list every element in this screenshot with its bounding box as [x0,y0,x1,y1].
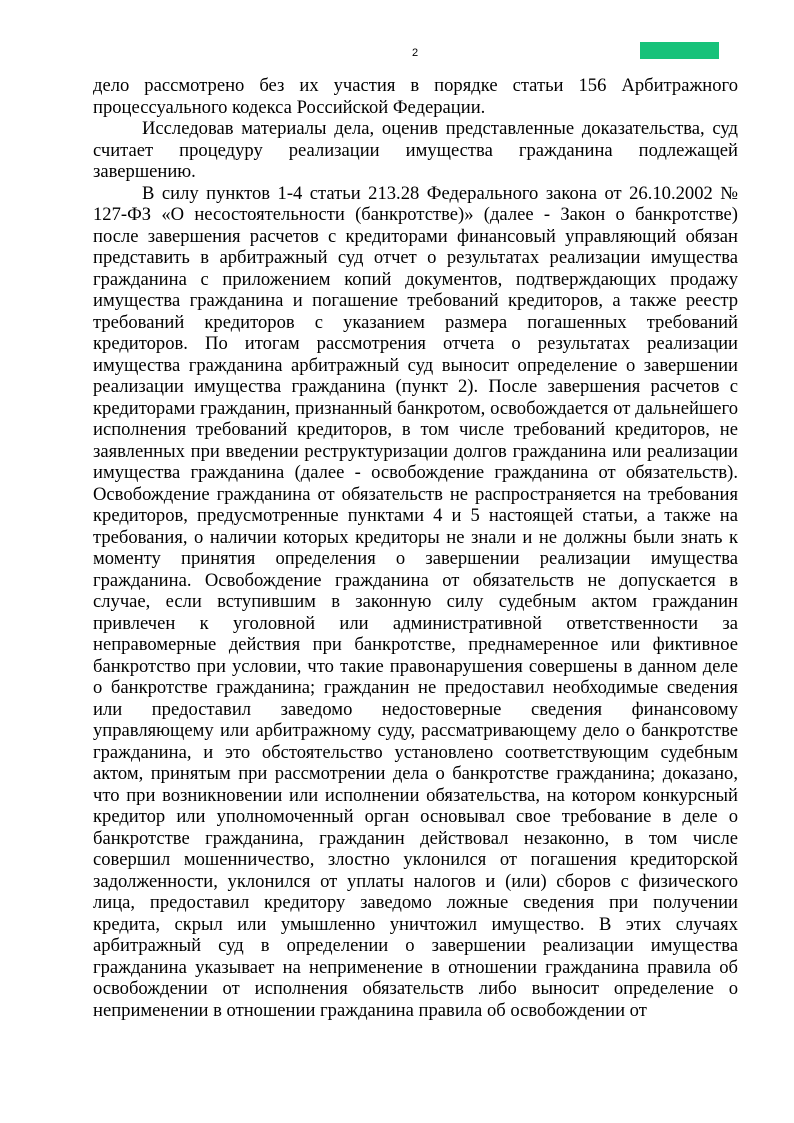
paragraph-continuation: дело рассмотрено без их участия в порядке статьи 156 Арбитражного процессуального кодекса Российской Федерации. [93,75,738,118]
page-number: 2 [411,47,419,59]
paragraph-court-assessment: Исследовав материалы дела, оценив представленные доказательства, суд считает процедуру реализации имущества гражданина подлежащей завершению. [93,118,738,182]
document-body [93,75,738,1021]
green-marker-bar [640,42,719,59]
paragraph-law-citation: В силу пунктов 1-4 статьи 213.28 Федерального закона от 26.10.2002 № 127-ФЗ «О несостоятельности (банкротстве)» (далее - Закон о банкротстве) после завершения расчетов с кредиторами финансовый управляющий обязан представить в арбитражный суд отчет о результатах реализации имущества гражданина с приложением копий документов, подтверждающих продажу имущества гражданина и погашение требований кредиторов, а также реестр требований кредиторов с указанием размера погашенных требований кредиторов. По итогам рассмотрения отчета о результатах реализации имущества гражданина арбитражный суд выносит определение о завершении реализации имущества гражданина (пункт 2). После завершения расчетов с кредиторами гражданин, признанный банкротом, освобождается от дальнейшего исполнения требований кредиторов, в том числе требований кредиторов, не заявленных при введении реструктуризации долгов гражданина или реализации имущества гражданина (далее - освобождение гражданина от обязательств). Освобождение гражданина от обязательств не распространяется на требования кредиторов, предусмотренные пунктами 4 и 5 настоящей статьи, а также на требования, о наличии которых кредиторы не знали и не должны были знать к моменту принятия определения о завершении реализации имущества гражданина. Освобождение гражданина от обязательств не допускается в случае, если вступившим в законную силу судебным актом гражданин привлечен к уголовной или административной ответственности за неправомерные действия при банкротстве, преднамеренное или фиктивное банкротство при условии, что такие правонарушения совершены в данном деле о банкротстве гражданина; гражданин не предоставил необходимые сведения или предоставил заведомо недостоверные сведения финансовому управляющему или арбитражному суду, рассматривающему дело о банкротстве гражданина, и это обстоятельство установлено соответствующим судебным актом, принятым при рассмотрении дела о банкротстве гражданина; доказано, что при возникновении или исполнении обязательства, на котором конкурсный кредитор или уполномоченный орган основывал свое требование в деле о банкротстве гражданина, гражданин действовал незаконно, в том числе совершил мошенничество, злостно уклонился от погашения кредиторской задолженности, уклонился от уплаты налогов и (или) сборов с физического лица, предоставил кредитору заведомо ложные сведения при получении кредита, скрыл или умышленно уничтожил имущество. В этих случаях арбитражный суд в определении о завершении реализации имущества гражданина указывает на неприменение в отношении гражданина правила об освобождении от исполнения обязательств либо выносит определение о неприменении в отношении гражданина правила об освобождении от [93,182,738,1021]
